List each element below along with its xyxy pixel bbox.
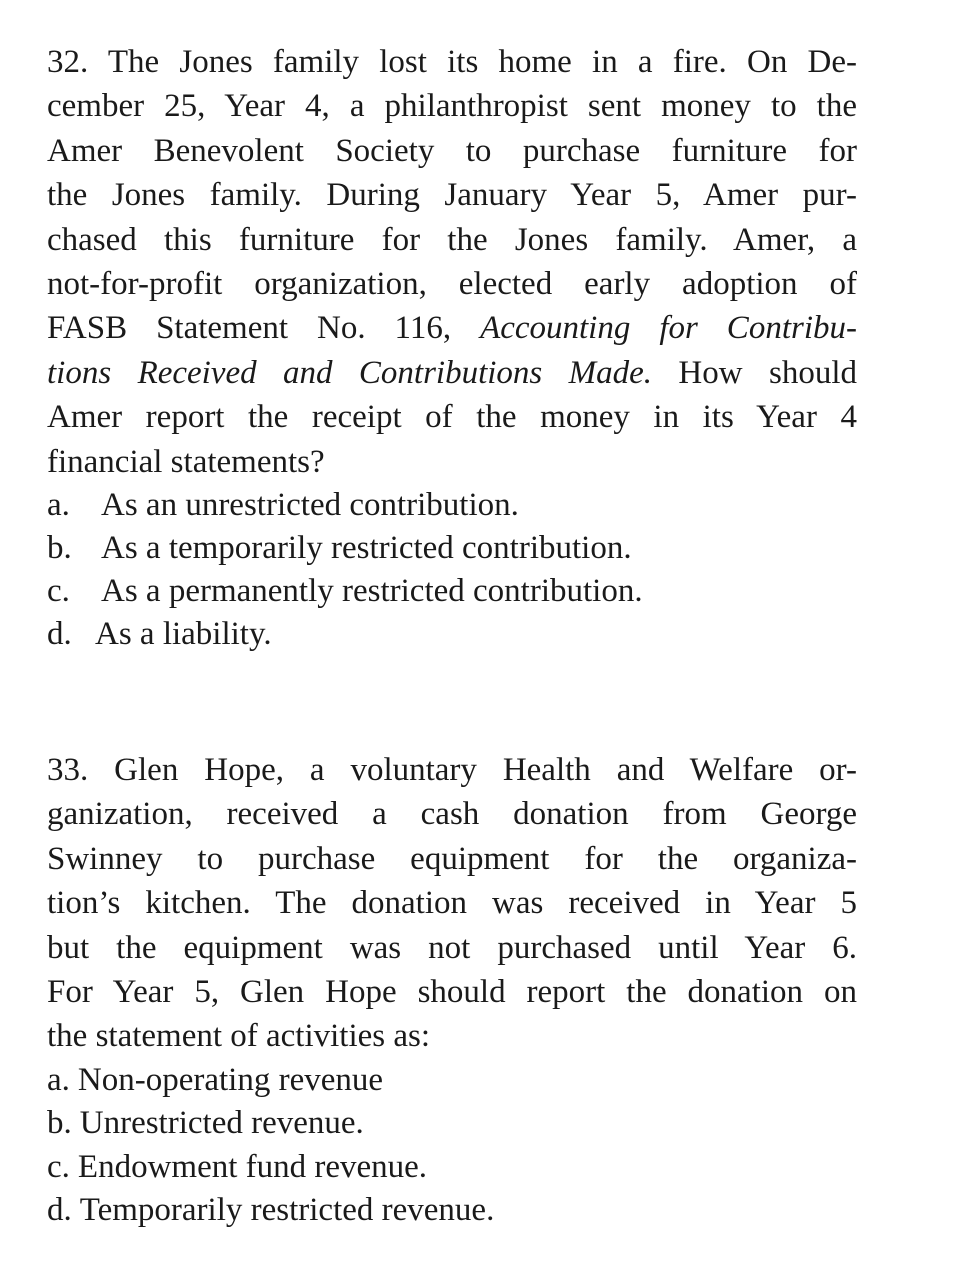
choice-text: Unrestricted revenue. bbox=[79, 1105, 364, 1142]
choice-text: Temporarily restricted revenue. bbox=[79, 1192, 495, 1229]
choice-letter: a. bbox=[47, 487, 70, 524]
choice-letter: b. bbox=[47, 1105, 72, 1142]
stem-line: For Year 5, Glen Hope should report the donation on bbox=[47, 974, 857, 1011]
stem-line: Swinney to purchase equipment for the organiza- bbox=[47, 840, 857, 877]
choice-letter: b. bbox=[47, 530, 72, 567]
statement-title-italic: tions Received and Contributions Made. bbox=[47, 354, 653, 391]
choice-text: As an unrestricted contribution. bbox=[101, 487, 519, 524]
stem-line: 32. The Jones family lost its home in a fire. On De- bbox=[47, 44, 857, 80]
question-number: 32. bbox=[47, 44, 89, 80]
question-33-stem bbox=[47, 748, 857, 1059]
stem-line: the statement of activities as: bbox=[47, 1018, 431, 1055]
choice-letter: d. bbox=[47, 616, 72, 653]
choice-b[interactable] bbox=[47, 1102, 857, 1146]
question-32 bbox=[47, 40, 857, 656]
stem-line: tion’s kitchen. The donation was received in Year 5 bbox=[47, 885, 857, 922]
choice-letter: c. bbox=[47, 1148, 70, 1185]
choice-text: As a permanently restricted contribution. bbox=[101, 573, 643, 610]
choice-letter: c. bbox=[47, 573, 70, 610]
choice-text: Endowment fund revenue. bbox=[77, 1148, 428, 1185]
answer-choices bbox=[47, 1059, 857, 1233]
stem-line: cember 25, Year 4, a philanthropist sent money to the bbox=[47, 88, 857, 125]
choice-c[interactable] bbox=[47, 570, 857, 613]
stem-line: ganization, received a cash donation from George bbox=[47, 796, 857, 833]
stem-line: 33. Glen Hope, a voluntary Health and Welfare or- bbox=[47, 752, 858, 788]
stem-line: the Jones family. During January Year 5, Amer pur- bbox=[47, 177, 857, 214]
choice-a[interactable] bbox=[47, 1059, 857, 1103]
stem-line: Amer Benevolent Society to purchase furniture for bbox=[47, 132, 857, 169]
choice-text: Non-operating revenue bbox=[77, 1061, 384, 1098]
choice-c[interactable] bbox=[47, 1146, 857, 1190]
stem-line: tions Received and Contributions Made. How should bbox=[47, 354, 857, 391]
choice-a[interactable] bbox=[47, 484, 857, 527]
choice-text: As a liability. bbox=[95, 616, 272, 653]
choice-b[interactable] bbox=[47, 527, 857, 570]
stem-line: not-for-profit organization, elected early adoption of bbox=[47, 266, 857, 303]
stem-line: but the equipment was not purchased until Year 6. bbox=[47, 929, 857, 966]
choice-text: As a temporarily restricted contribution. bbox=[101, 530, 632, 567]
choice-d[interactable] bbox=[47, 1189, 857, 1233]
stem-line: FASB Statement No. 116, Accounting for Contribu- bbox=[47, 310, 857, 347]
question-number: 33. bbox=[47, 752, 89, 788]
stem-line: chased this furniture for the Jones family. Amer, a bbox=[47, 221, 857, 258]
choice-letter: a. bbox=[47, 1061, 70, 1098]
answer-choices bbox=[47, 484, 857, 656]
question-33 bbox=[47, 748, 857, 1233]
choice-d[interactable] bbox=[47, 613, 857, 656]
choice-letter: d. bbox=[47, 1192, 72, 1229]
stem-line: financial statements? bbox=[47, 443, 325, 480]
stem-line: Amer report the receipt of the money in its Year 4 bbox=[47, 399, 857, 436]
statement-title-italic: Accounting for Contribu- bbox=[480, 310, 857, 347]
question-32-stem bbox=[47, 40, 857, 484]
